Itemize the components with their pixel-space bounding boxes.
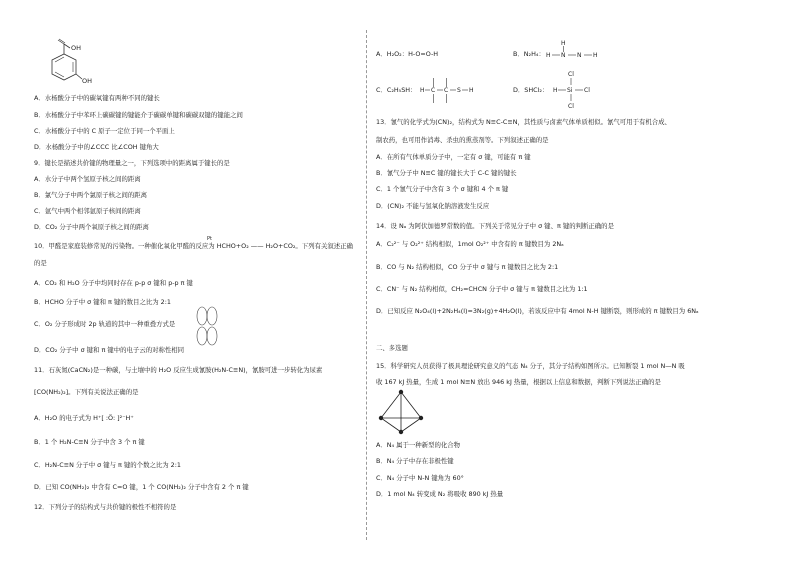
q11-option-a: A．H₂O 的电子式为 H⁺[ :Ö: ]²⁻H⁺	[34, 414, 134, 422]
svg-text:Cl: Cl	[568, 103, 574, 110]
q11-option-b: B．1 个 H₂N-C≡N 分子中含 3 个 π 键	[34, 438, 145, 446]
q7-option-b: B．水杨酸分子中苯环上碳碳键的键能介于碳碳单键和碳碳双键的键能之间	[34, 111, 243, 119]
q9-stem: 9．键长是描述共价键的物理量之一，下列选项中的距离属于键长的是	[34, 159, 230, 167]
q11-stem-line2: [CO(NH₂)₂]。下列有关说法正确的是	[34, 388, 139, 396]
q9-option-d: D．CO₂ 分子中两个氧原子核之间的距离	[34, 223, 149, 231]
q15-option-d: D．1 mol N₄ 转变成 N₂ 将吸收 890 kJ 热量	[376, 490, 504, 498]
svg-text:N: N	[577, 52, 582, 59]
q9-option-a: A．水分子中两个氢原子核之间的距离	[34, 175, 141, 183]
section-title-multi-choice: 二、多选题	[376, 344, 408, 352]
svg-text:H: H	[561, 40, 566, 47]
cooh-oh-label: OH	[71, 44, 82, 52]
q13-stem-line1: 13．氰气的化学式为(CN)₂，结构式为 N≡C-C≡N，其性质与卤素气体单质相似。氰气可用于有机合成、	[376, 118, 671, 126]
q13-option-a: A．在所有气体单质分子中，一定有 σ 键，可能有 π 键	[376, 153, 531, 161]
q11-option-d: D．已知 CO(NH₂)₂ 中含有 C=O 键，1 个 CO(NH₂)₂ 分子中含有 2 个 π 键	[34, 483, 249, 491]
q12-option-d: D．SHCl₂：	[513, 86, 549, 94]
q13-option-b: B．氰气分子中 N≡C 键的键长大于 C-C 键的键长	[376, 169, 517, 177]
svg-text:H: H	[420, 87, 425, 94]
q11-stem-line1: 11．石灰氮(CaCN₂)是一种碳，与土壤中的 H₂O 反应生成氰胺(H₂N-C≡N)，氰胺可进一步转化为尿素	[34, 366, 323, 374]
p-orbital-overlap-figure	[193, 306, 223, 350]
svg-text:C: C	[444, 87, 449, 94]
q13-option-d: D．(CN)₂ 不能与氢氧化钠溶液发生反应	[376, 202, 490, 210]
q15-stem-line2: 收 167 kJ 热量，生成 1 mol N≡N 放出 946 kJ 热量，根据以上信息和数据，判断下列说法正确的是	[376, 378, 661, 386]
q13-stem-line2: 制农药，也可用作消毒、杀虫的熏蒸剂等。下列叙述正确的是	[376, 136, 549, 144]
q10-option-a: A．CO₂ 和 H₂O 分子中均同时存在 p-p σ 键和 p-p π 键	[34, 279, 193, 287]
n4-tetrahedron-figure	[377, 390, 429, 436]
q10-catalyst-label: Pt	[207, 236, 212, 242]
q7-option-d: D．水杨酸分子中的∠CCC 比∠COH 键角大	[34, 143, 159, 151]
q14-option-b: B．CO 与 N₂ 结构相似，CO 分子中 σ 键与 π 键数目之比为 2:1	[376, 263, 559, 271]
svg-text:H: H	[469, 87, 474, 94]
q12-option-b: B．N₂H₄：	[513, 50, 545, 58]
q14-option-a: A．C₂²⁻ 与 O₂²⁺ 结构相似，1mol O₂²⁺ 中含有的 π 键数目为 2Nₐ	[376, 240, 564, 248]
q15-option-a: A．N₄ 属于一种新型的化合物	[376, 441, 461, 449]
q12-option-c: C．C₂H₅SH：	[376, 86, 417, 94]
svg-text:C: C	[431, 87, 436, 94]
q7-option-a: A．水杨酸分子中的碳氧键有两种不同的键长	[34, 94, 160, 102]
q10-stem-line2: 的是	[34, 259, 47, 267]
q9-option-b: B．氯气分子中两个氯原子核之间的距离	[34, 191, 148, 199]
q14-stem: 14．设 Nₐ 为阿伏加德罗常数的值。下列关于常见分子中 σ 键、π 键的判断正确的是	[376, 222, 614, 230]
q10-option-c: C．O₂ 分子形成时 2p 轨道的其中一种重叠方式是	[34, 320, 176, 328]
shcl2-structure	[553, 70, 605, 110]
svg-text:H: H	[546, 52, 551, 59]
svg-text:Cl: Cl	[584, 87, 590, 94]
q12-stem: 12．下列分子的结构式与共价键的极性不相符的是	[34, 503, 177, 511]
q15-option-c: C．N₄ 分子中 N-N 键角为 60°	[376, 474, 464, 482]
q12-option-a: A．H₂O₂：H-O=O-H	[376, 50, 439, 58]
q15-stem-line1: 15．科学研究人员获得了极具理论研究意义的气态 N₄ 分子，其分子结构如图所示。已知断裂 1 mol N—N 吸	[376, 362, 685, 370]
phenol-oh-label: OH	[82, 77, 93, 85]
column-divider	[366, 30, 367, 540]
q15-option-b: B．N₄ 分子中存在非极性键	[376, 457, 454, 465]
n2h4-structure	[546, 40, 606, 64]
svg-text:S: S	[457, 87, 461, 94]
svg-text:Cl: Cl	[568, 71, 574, 78]
salicylic-acid-structure	[30, 38, 110, 98]
q10-option-b: B．HCHO 分子中 σ 键和 π 键的数目之比为 2:1	[34, 298, 171, 306]
q14-option-d: D．已知反应 N₂O₄(l)+2N₂H₄(l)=3N₂(g)+4H₂O(l)，若该反应中有 4mol N-H 键断裂，则形成的 π 键数目为 6Nₐ	[376, 307, 699, 315]
q13-option-c: C．1 个氰气分子中含有 3 个 σ 键和 4 个 π 键	[376, 185, 509, 193]
svg-text:H: H	[553, 87, 558, 94]
q10-stem-line1: 10．甲醛是家庭装修常见的污染物。一种催化氧化甲醛的反应为 HCHO+O₂ —— H₂O+CO₂。下列有关叙述正确	[34, 242, 353, 250]
q14-option-c: C．CN⁻ 与 N₂ 结构相似，CH₂=CHCN 分子中 σ 键与 π 键数目之比为 1:1	[376, 285, 588, 293]
svg-text:Si: Si	[567, 87, 573, 94]
svg-text:H: H	[593, 52, 598, 59]
q10-option-d: D．CO₂ 分子中 σ 键和 π 键中的电子云的对称性相同	[34, 346, 185, 354]
svg-text:N: N	[561, 52, 566, 59]
q9-option-c: C．氩气中两个相邻氩原子核间的距离	[34, 207, 141, 215]
q11-option-c: C．H₂N-C≡N 分子中 σ 键与 π 键的个数之比为 2:1	[34, 461, 181, 469]
q7-option-c: C．水杨酸分子中的 C 原子一定位于同一个平面上	[34, 127, 175, 135]
c2h5sh-structure	[420, 70, 478, 110]
